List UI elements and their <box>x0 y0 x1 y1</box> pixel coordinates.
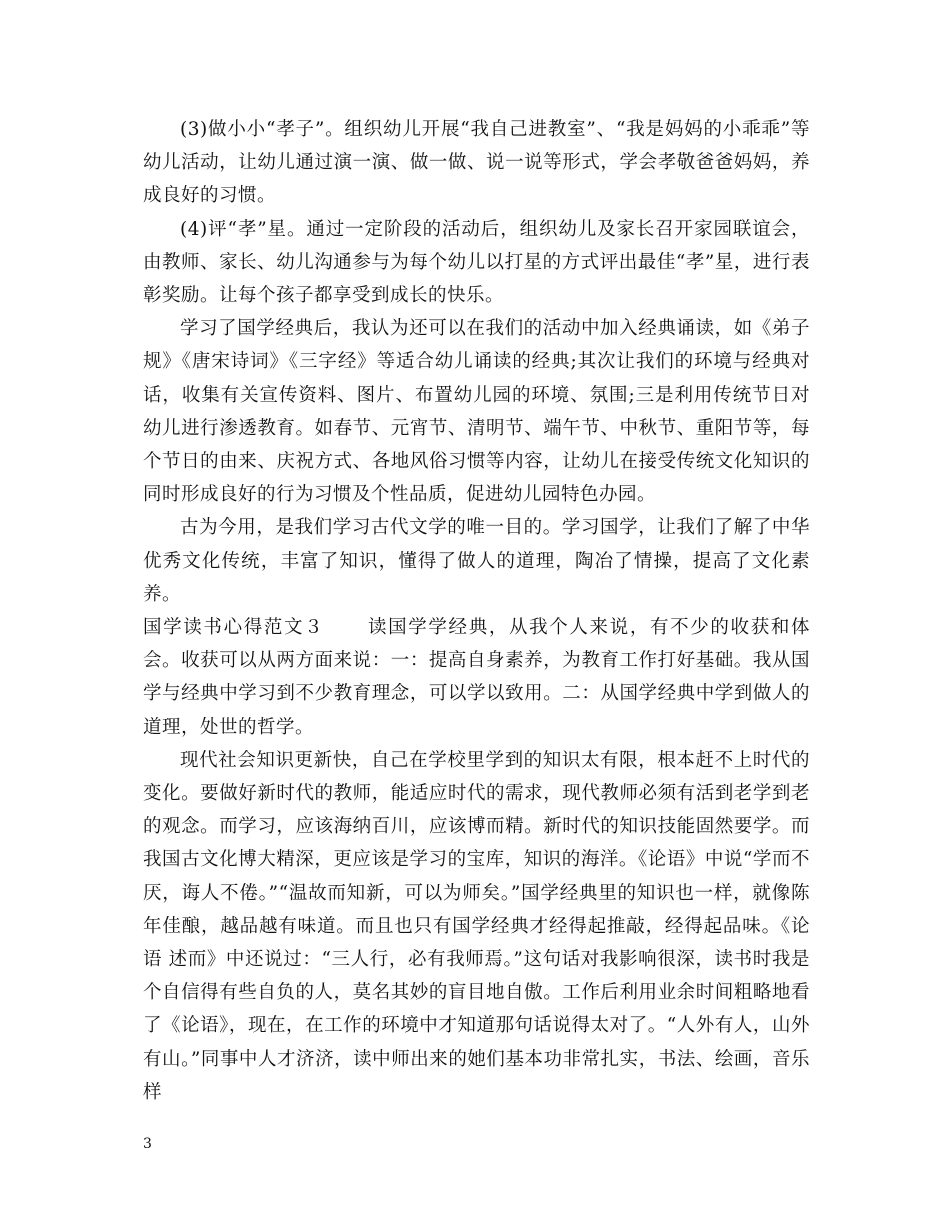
paragraph-classic-reading: 学习了国学经典后，我认为还可以在我们的活动中加入经典诵读，如《弟子规》《唐宋诗词》《三字经》等适合幼儿诵读的经典;其次让我们的环境与经典对话，收集有关宣传资料、图片、布置幼儿园的环境、氛围;三是利用传统节日对幼儿进行渗透教育。如春节、元宵节、清明节、端午节、中秋节、重阳节等，每个节日的由来、庆祝方式、各地风俗习惯等内容，让幼儿在接受传统文化知识的同时形成良好的行为习惯及个性品质，促进幼儿园特色办园。 <box>143 318 810 506</box>
paragraph-filial-child: (3)做小小“孝子”。组织幼儿开展“我自己进教室”、“我是妈妈的小乖乖”等幼儿活动，让幼儿通过演一演、做一做、说一说等形式，学会孝敬爸爸妈妈，养成良好的习惯。 <box>143 119 810 207</box>
paragraph-filial-star: (4)评“孝”星。通过一定阶段的活动后，组织幼儿及家长召开家园联谊会，由教师、家长、幼儿沟通参与为每个幼儿以打星的方式评出最佳“孝”星，进行表彰奖励。让每个孩子都享受到成长的快乐。 <box>143 218 810 307</box>
document-body <box>143 113 810 1109</box>
paragraph-ancient-for-today: 古为今用，是我们学习古代文学的唯一目的。学习国学，让我们了解了中华优秀文化传统，丰富了知识，懂得了做人的道理，陶冶了情操，提高了文化素养。 <box>143 517 810 605</box>
paragraph-modern-knowledge: 现代社会知识更新快，自己在学校里学到的知识太有限，根本赶不上时代的变化。要做好新时代的教师，能适应时代的需求，现代教师必须有活到老学到老的观念。而学习，应该海纳百川，应该博而精。新时代的知识技能固然要学。而我国古文化博大精深，更应该是学习的宝库，知识的海洋。《论语》中说“学而不厌，诲人不倦。”“温故而知新，可以为师矣。”国学经典里的知识也一样，就像陈年佳酿，越品越有味道。而且也只有国学经典才经得起推敲，经得起品味。《论语 述而》中还说过：“三人行，必有我师焉。”这句话对我影响很深，读书时我是个自信得有些自负的人，莫名其妙的盲目地自傲。工作后利用业余时间粗略地看了《论语》，现在，在工作的环境中才知道那句话说得太对了。“人外有人，山外有山。”同事中人才济济，读中师出来的她们基本功非常扎实，书法、绘画，音乐样 <box>143 749 810 1103</box>
paragraph-essay-three <box>143 611 810 744</box>
essay-intro-text: 读国学学经典，从我个人来说，有不少的收获和体会。收获可以从两方面来说：一：提高自身素养，为教育工作打好基础。我从国学与经典中学习到不少教育理念，可以学以致用。二：从国学经典中学到做人的道理，处世的哲学。 <box>143 617 810 738</box>
essay-heading: 国学读书心得范文３ <box>143 617 325 639</box>
page-number: 3 <box>143 1136 152 1152</box>
